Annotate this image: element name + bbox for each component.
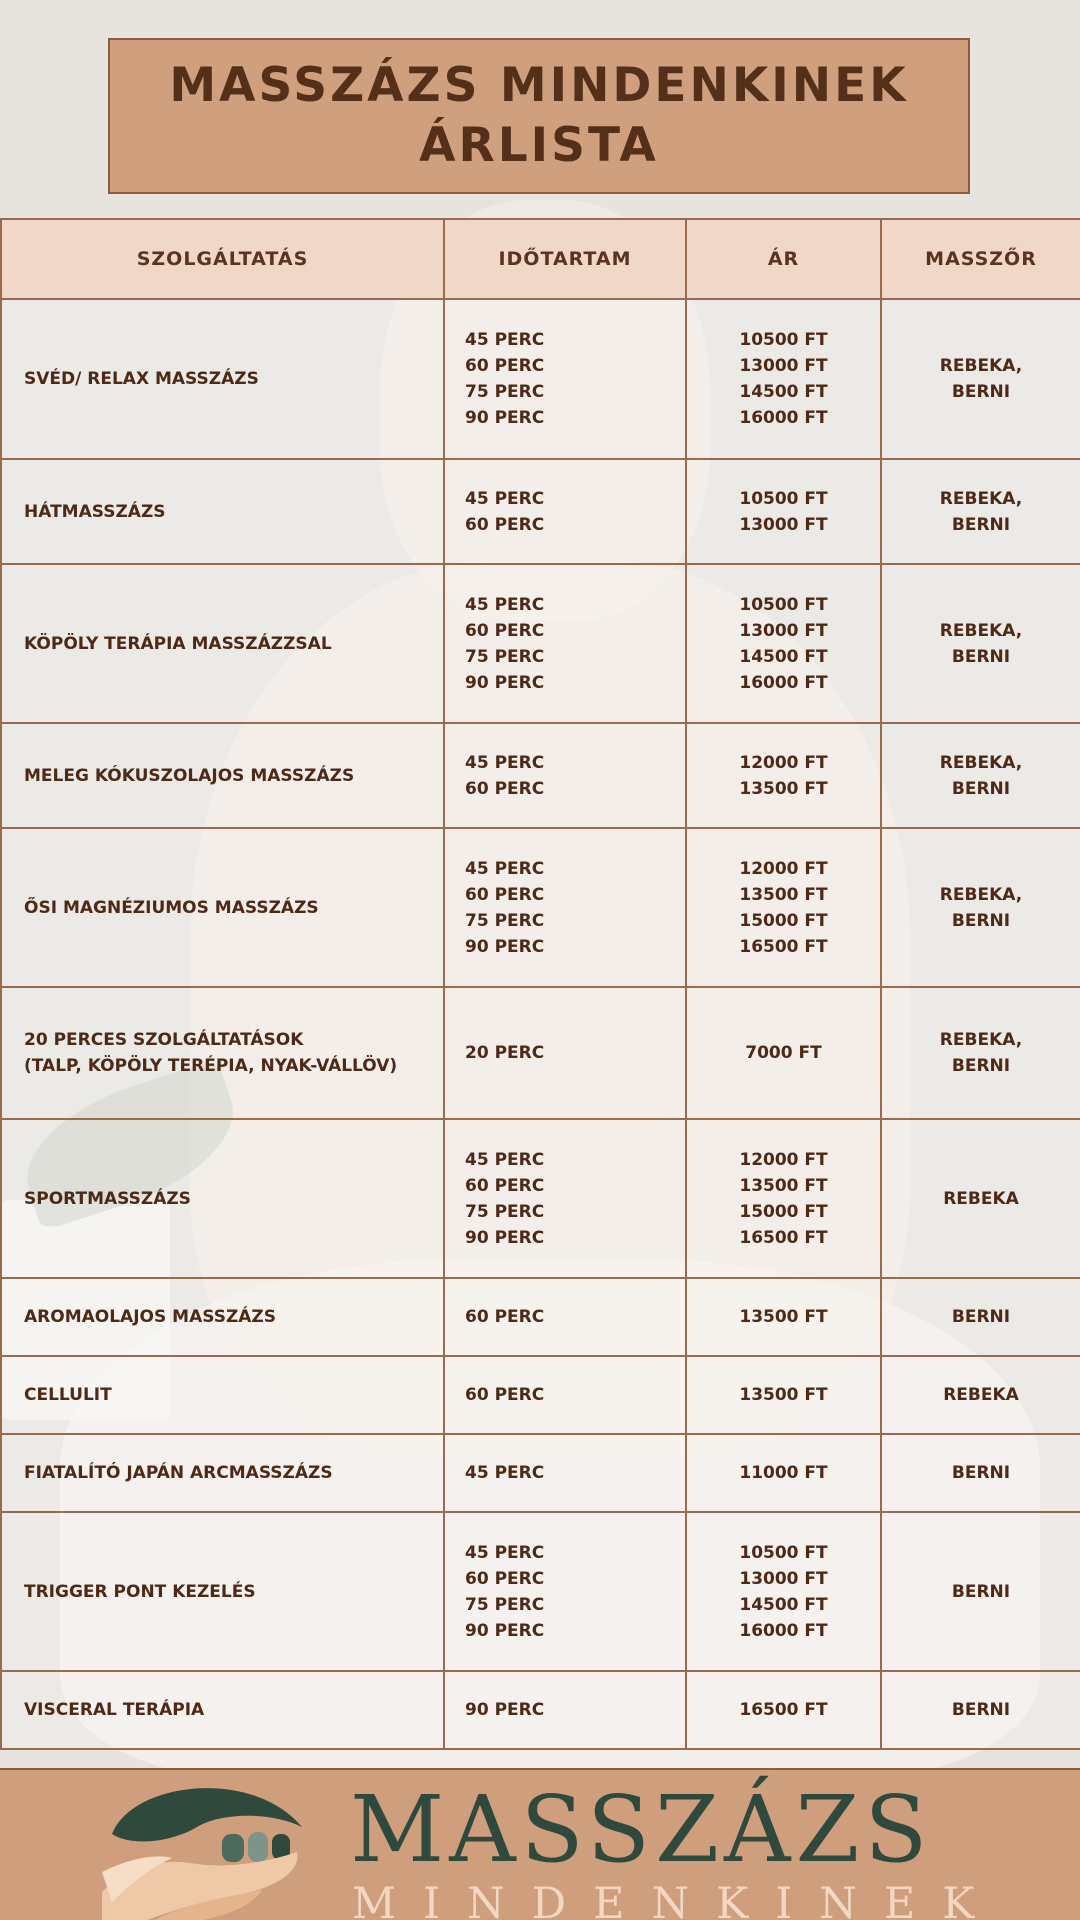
duration-cell: 20 PERC	[444, 987, 686, 1119]
price-table	[0, 218, 1080, 1750]
masseur-cell: REBEKA, BERNI	[881, 828, 1080, 987]
masseur-cell: REBEKA	[881, 1119, 1080, 1278]
duration-cell: 45 PERC 60 PERC 75 PERC 90 PERC	[444, 299, 686, 459]
masseur-cell: REBEKA, BERNI	[881, 459, 1080, 564]
duration-cell: 45 PERC 60 PERC 75 PERC 90 PERC	[444, 828, 686, 987]
duration-cell: 45 PERC 60 PERC 75 PERC 90 PERC	[444, 1512, 686, 1671]
table-row	[1, 1512, 1080, 1671]
service-cell: VISCERAL TERÁPIA	[1, 1671, 444, 1749]
duration-cell: 45 PERC 60 PERC 75 PERC 90 PERC	[444, 1119, 686, 1278]
price-cell: 10500 FT 13000 FT	[686, 459, 881, 564]
brand-name: MASSZÁZS	[350, 1776, 933, 1883]
service-cell: CELLULIT	[1, 1356, 444, 1434]
duration-cell: 90 PERC	[444, 1671, 686, 1749]
service-cell: ŐSI MAGNÉZIUMOS MASSZÁZS	[1, 828, 444, 987]
price-cell: 10500 FT 13000 FT 14500 FT 16000 FT	[686, 299, 881, 459]
title-banner	[108, 38, 970, 194]
masseur-cell: REBEKA, BERNI	[881, 723, 1080, 828]
table-row	[1, 987, 1080, 1119]
footer-banner	[0, 1768, 1080, 1920]
service-cell: KÖPÖLY TERÁPIA MASSZÁZZSAL	[1, 564, 444, 723]
service-cell: HÁTMASSZÁZS	[1, 459, 444, 564]
price-cell: 12000 FT 13500 FT 15000 FT 16500 FT	[686, 828, 881, 987]
price-cell: 16500 FT	[686, 1671, 881, 1749]
duration-cell: 45 PERC	[444, 1434, 686, 1512]
table-row	[1, 1356, 1080, 1434]
price-cell: 12000 FT 13500 FT 15000 FT 16500 FT	[686, 1119, 881, 1278]
column-header-duration: IDŐTARTAM	[444, 219, 686, 299]
table-row	[1, 1119, 1080, 1278]
table-row	[1, 1434, 1080, 1512]
masseur-cell: BERNI	[881, 1278, 1080, 1356]
masseur-cell: REBEKA	[881, 1356, 1080, 1434]
table-row	[1, 459, 1080, 564]
table-row	[1, 1278, 1080, 1356]
service-cell: FIATALÍTÓ JAPÁN ARCMASSZÁZS	[1, 1434, 444, 1512]
price-cell: 13500 FT	[686, 1356, 881, 1434]
service-cell: MELEG KÓKUSZOLAJOS MASSZÁZS	[1, 723, 444, 828]
duration-cell: 45 PERC 60 PERC	[444, 459, 686, 564]
masseur-cell: REBEKA, BERNI	[881, 564, 1080, 723]
duration-cell: 45 PERC 60 PERC	[444, 723, 686, 828]
price-cell: 11000 FT	[686, 1434, 881, 1512]
brand-tagline: MINDENKINEK	[352, 1879, 1002, 1920]
duration-cell: 60 PERC	[444, 1356, 686, 1434]
column-header-price: ÁR	[686, 219, 881, 299]
table-row	[1, 299, 1080, 459]
masseur-cell: BERNI	[881, 1434, 1080, 1512]
price-cell: 10500 FT 13000 FT 14500 FT 16000 FT	[686, 564, 881, 723]
masseur-cell: REBEKA, BERNI	[881, 987, 1080, 1119]
price-cell: 13500 FT	[686, 1278, 881, 1356]
duration-cell: 45 PERC 60 PERC 75 PERC 90 PERC	[444, 564, 686, 723]
masseur-cell: REBEKA, BERNI	[881, 299, 1080, 459]
service-cell: SPORTMASSZÁZS	[1, 1119, 444, 1278]
price-cell: 12000 FT 13500 FT	[686, 723, 881, 828]
table-row	[1, 723, 1080, 828]
price-cell: 10500 FT 13000 FT 14500 FT 16000 FT	[686, 1512, 881, 1671]
service-cell: AROMAOLAJOS MASSZÁZS	[1, 1278, 444, 1356]
table-row	[1, 1671, 1080, 1749]
service-cell: SVÉD/ RELAX MASSZÁZS	[1, 299, 444, 459]
page-title: MASSZÁZS MINDENKINEK ÁRLISTA	[169, 58, 909, 173]
service-cell: TRIGGER PONT KEZELÉS	[1, 1512, 444, 1671]
table-row	[1, 828, 1080, 987]
service-cell: 20 PERCES SZOLGÁLTATÁSOK (TALP, KÖPÖLY TERÉPIA, NYAK-VÁLLÖV)	[1, 987, 444, 1119]
masseur-cell: BERNI	[881, 1671, 1080, 1749]
table-row	[1, 564, 1080, 723]
hands-stones-logo-icon	[102, 1772, 317, 1920]
column-header-service: SZOLGÁLTATÁS	[1, 219, 444, 299]
masseur-cell: BERNI	[881, 1512, 1080, 1671]
price-cell: 7000 FT	[686, 987, 881, 1119]
column-header-masseur: MASSZŐR	[881, 219, 1080, 299]
table-header-row	[1, 219, 1080, 299]
duration-cell: 60 PERC	[444, 1278, 686, 1356]
